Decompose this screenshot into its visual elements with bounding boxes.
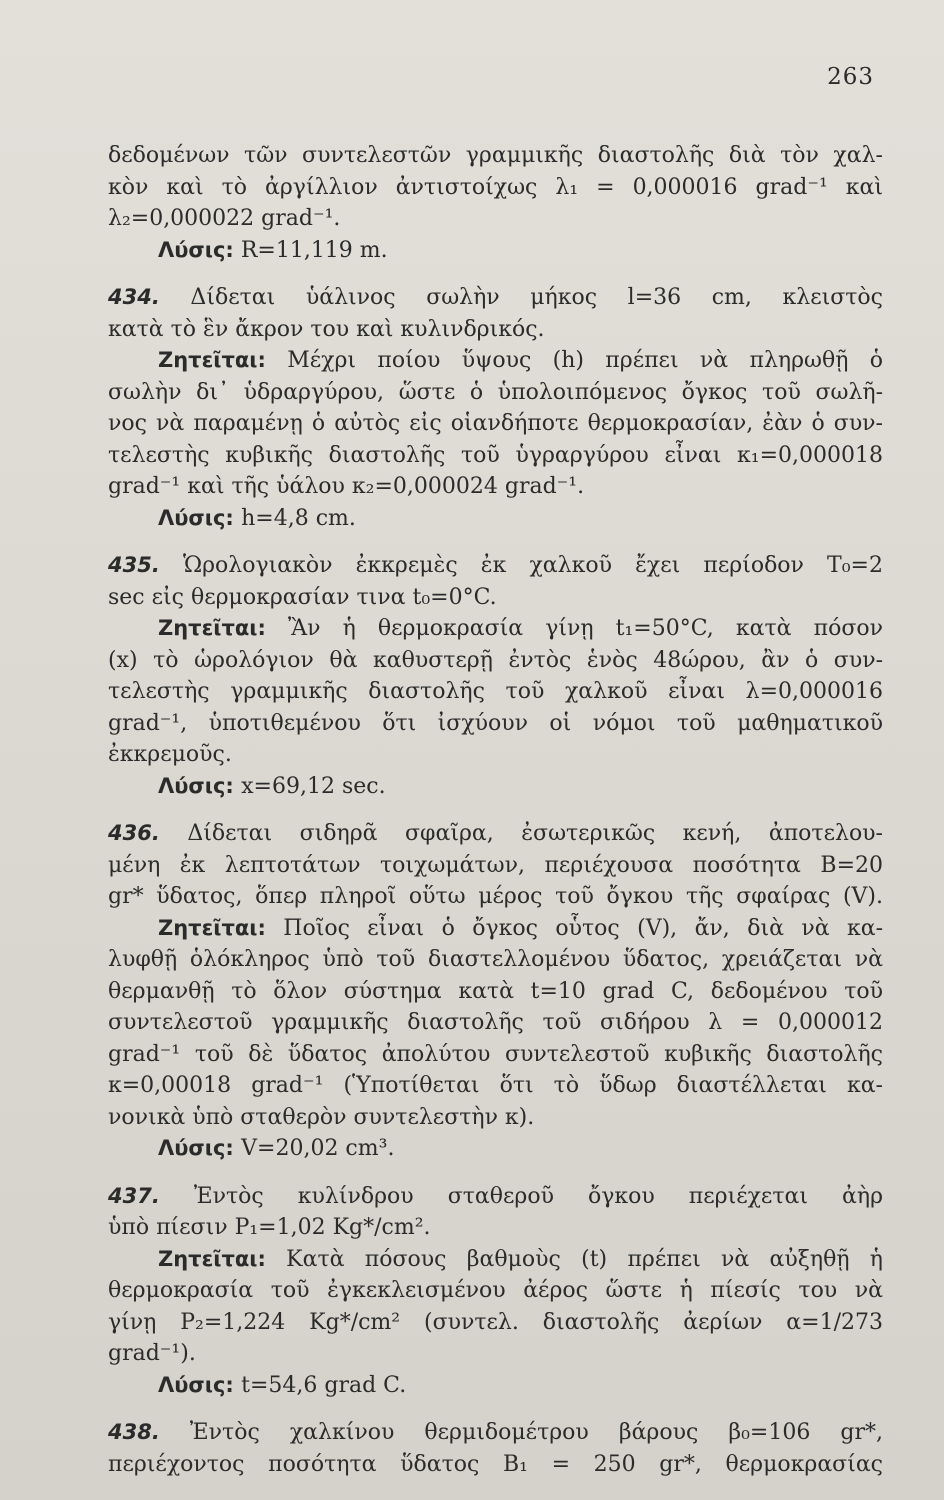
problem-text: Δίδεται ὑάλινος σωλὴν μήκος l=36 cm, κλειστὸς xyxy=(159,285,883,310)
answer-value: V=20,02 cm³. xyxy=(241,1136,395,1161)
question-text: (x) τὸ ὡρολόγιον θὰ καθυστερῇ ἐντὸς ἑνὸς 48ώρου, ἂν ὁ συν- xyxy=(108,647,883,673)
problem-text: Ἐντὸς χαλκίνου θερμιδομέτρου βάρους β₀=106 gr*, xyxy=(159,1420,883,1445)
page-content xyxy=(108,140,883,1480)
question-text: κ=0,00018 grad⁻¹ (Ὑποτίθεται ὅτι τὸ ὕδωρ διαστέλλεται κα- xyxy=(108,1073,883,1098)
question-text: θερμοκρασία τοῦ ἐγκεκλεισμένου ἀέρος ὥστε ἡ πίεσίς του νὰ xyxy=(108,1278,883,1303)
question-text: θερμανθῇ τὸ ὅλον σύστημα κατὰ t=10 grad C, δεδομένου τοῦ xyxy=(108,978,883,1004)
problem-number: 434. xyxy=(108,285,160,309)
problems-list xyxy=(108,266,883,1480)
question-text: Κατὰ πόσους βαθμοὺς (t) πρέπει νὰ αὐξηθῇ ἡ xyxy=(265,1246,883,1272)
problem-line xyxy=(108,1417,883,1449)
question-line xyxy=(108,1007,883,1039)
question-line xyxy=(108,1244,883,1276)
problem-spacer xyxy=(108,1165,883,1181)
problem-number: 436. xyxy=(108,821,160,845)
problem-spacer xyxy=(108,266,883,282)
problem-number: 435. xyxy=(108,553,160,577)
problem-text: Ὡρολογιακὸν ἐκκρεμὲς ἐκ χαλκοῦ ἔχει περίοδον T₀=2 xyxy=(159,553,883,578)
question-label: Ζητεῖται: xyxy=(158,1246,266,1271)
intro-line: λ₂=0,000022 grad⁻¹. xyxy=(108,206,341,231)
question-line xyxy=(108,739,883,771)
question-label: Ζητεῖται: xyxy=(158,915,266,940)
question-line xyxy=(108,1338,883,1370)
question-text: ἐκκρεμοῦς. xyxy=(108,742,232,767)
problem-line xyxy=(108,550,883,582)
intro-line: κὸν καὶ τὸ ἀργίλλιον ἀντιστοίχως λ₁ = 0,000016 grad⁻¹ καὶ xyxy=(108,174,883,200)
problem-line xyxy=(108,314,883,346)
problem-line xyxy=(108,1181,883,1213)
question-line xyxy=(108,676,883,708)
question-text: λυφθῇ ὁλόκληρος ὑπὸ τοῦ διαστελλομένου ὕδατος, χρειάζεται νὰ xyxy=(108,947,883,972)
question-text: νος νὰ παραμένῃ ὁ αὐτὸς εἰς οἱανδήποτε θερμοκρασίαν, ἐὰν ὁ συν- xyxy=(108,411,883,436)
question-line xyxy=(108,708,883,740)
answer-label: Λύσις: xyxy=(158,1372,242,1397)
answer-value: R=11,119 m. xyxy=(240,237,388,263)
problem-spacer xyxy=(108,802,883,818)
intro-line: δεδομένων τῶν συντελεστῶν γραμμικῆς διαστολῆς διὰ τὸν χαλ- xyxy=(108,143,883,168)
answer-value: x=69,12 sec. xyxy=(241,773,386,799)
problem-answer xyxy=(108,771,883,803)
question-text: νονικὰ ὑπὸ σταθερὸν συντελεστὴν κ). xyxy=(108,1104,535,1130)
question-line xyxy=(108,345,883,377)
question-text: Ἂν ἡ θερμοκρασία γίνῃ t₁=50°C, κατὰ πόσον xyxy=(265,616,883,641)
question-text: συντελεστοῦ γραμμικῆς διαστολῆς τοῦ σιδήρου λ = 0,000012 xyxy=(108,1010,883,1035)
question-label: Ζητεῖται: xyxy=(158,616,266,640)
problem-text: Δίδεται σιδηρᾶ σφαῖρα, ἐσωτερικῶς κενή, ἀποτελου- xyxy=(159,821,883,846)
problem-line xyxy=(108,881,883,913)
question-text: grad⁻¹, ὑποτιθεμένου ὅτι ἰσχύουν οἱ νόμοι τοῦ μαθηματικοῦ xyxy=(108,710,883,736)
question-line xyxy=(108,645,883,677)
answer-label: Λύσις: xyxy=(158,505,242,530)
problem-text: κατὰ τὸ ἓν ἄκρον του καὶ κυλινδρικός. xyxy=(108,316,545,342)
question-text: grad⁻¹ τοῦ δὲ ὕδατος ἀπολύτου συντελεστοῦ κυβικῆς διαστολῆς xyxy=(108,1041,883,1067)
problem-text: Ἐντὸς κυλίνδρου σταθεροῦ ὄγκου περιέχεται ἀὴρ xyxy=(159,1183,883,1209)
problem-line xyxy=(108,818,883,850)
problem-line xyxy=(108,582,883,614)
problem-answer xyxy=(108,503,883,535)
problem-answer xyxy=(108,1133,883,1165)
problem-line xyxy=(108,282,883,314)
question-line xyxy=(108,976,883,1008)
question-line xyxy=(108,613,883,645)
question-text: Ποῖος εἶναι ὁ ὄγκος οὗτος (V), ἄν, διὰ νὰ κα- xyxy=(265,915,883,941)
question-text: τελεστὴς κυβικῆς διαστολῆς τοῦ ὑγραργύρου εἶναι κ₁=0,000018 xyxy=(108,442,883,468)
problem-number: 437. xyxy=(108,1183,160,1208)
question-line xyxy=(108,471,883,503)
question-line xyxy=(108,377,883,409)
question-text: Μέχρι ποίου ὕψους (h) πρέπει νὰ πληρωθῇ ὁ xyxy=(265,348,883,373)
question-text: γίνῃ P₂=1,224 Kg*/cm² (συντελ. διαστολῆς ἀερίων α=1/273 xyxy=(108,1309,883,1335)
problem-number: 438. xyxy=(108,1420,160,1444)
problem-text: μένη ἐκ λεπτοτάτων τοιχωμάτων, περιέχουσα ποσότητα B=20 xyxy=(108,852,883,878)
question-line xyxy=(108,1070,883,1102)
question-text: grad⁻¹ καὶ τῆς ὑάλου κ₂=0,000024 grad⁻¹. xyxy=(108,474,585,499)
problem-text: sec εἰς θερμοκρασίαν τινα t₀=0°C. xyxy=(108,584,497,610)
problem-answer xyxy=(108,1370,883,1402)
problem-line xyxy=(108,1449,883,1481)
question-text: grad⁻¹). xyxy=(108,1341,196,1366)
question-line xyxy=(108,913,883,945)
problem-line xyxy=(108,1212,883,1244)
question-line xyxy=(108,944,883,976)
problem-line xyxy=(108,850,883,882)
answer-label: Λύσις: xyxy=(158,237,234,262)
question-line xyxy=(108,1102,883,1134)
intro-answer xyxy=(108,235,883,267)
question-line xyxy=(108,1039,883,1071)
question-text: τελεστὴς γραμμικῆς διαστολῆς τοῦ χαλκοῦ εἶναι λ=0,000016 xyxy=(108,679,883,704)
question-label: Ζητεῖται: xyxy=(158,348,266,372)
page-number: 263 xyxy=(827,64,874,90)
problem-text: gr* ὕδατος, ὅπερ πληροῖ οὕτω μέρος τοῦ ὄγκου τῆς σφαίρας (V). xyxy=(108,884,883,909)
answer-value: h=4,8 cm. xyxy=(241,505,356,531)
answer-label: Λύσις: xyxy=(158,773,242,798)
question-line xyxy=(108,1307,883,1339)
problem-text: ὑπὸ πίεσιν P₁=1,02 Kg*/cm². xyxy=(108,1215,431,1240)
question-line xyxy=(108,440,883,472)
problem-spacer xyxy=(108,1401,883,1417)
answer-value: t=54,6 grad C. xyxy=(241,1372,407,1398)
problem-spacer xyxy=(108,534,883,550)
question-line xyxy=(108,408,883,440)
question-text: σωλὴν δι᾽ ὑδραργύρου, ὥστε ὁ ὑπολοιπόμενος ὄγκος τοῦ σωλῆ- xyxy=(108,379,883,405)
answer-label: Λύσις: xyxy=(158,1136,242,1160)
question-line xyxy=(108,1275,883,1307)
problem-text: περιέχοντος ποσότητα ὕδατος B₁ = 250 gr*, θερμοκρασίας xyxy=(108,1451,883,1477)
